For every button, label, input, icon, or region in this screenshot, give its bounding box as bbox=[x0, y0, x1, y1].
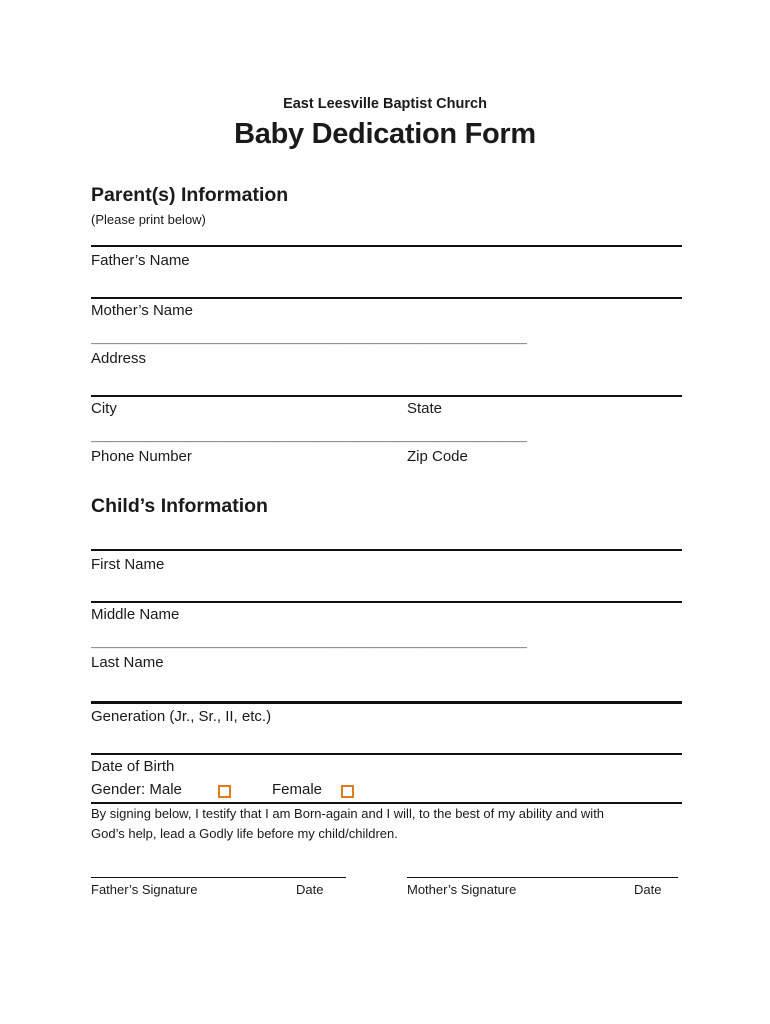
dob-label: Date of Birth bbox=[91, 758, 175, 775]
first-name-line bbox=[91, 549, 682, 551]
last-name-label: Last Name bbox=[91, 654, 164, 671]
address-underline: _________________________________________________________________ bbox=[91, 333, 527, 347]
gender-label: Gender: Male bbox=[91, 781, 182, 798]
zip-label: Zip Code bbox=[407, 448, 468, 465]
mother-name-input[interactable] bbox=[91, 272, 682, 296]
pledge-line-2: God’s help, lead a Godly life before my child/children. bbox=[91, 826, 398, 841]
father-signature-input[interactable] bbox=[91, 858, 346, 876]
city-state-line bbox=[91, 395, 682, 397]
father-name-line bbox=[91, 245, 682, 247]
child-section-heading: Child’s Information bbox=[91, 495, 268, 517]
form-title: Baby Dedication Form bbox=[234, 118, 536, 150]
mother-name-line bbox=[91, 297, 682, 299]
middle-name-line bbox=[91, 601, 682, 603]
mother-date-label: Date bbox=[634, 882, 662, 897]
generation-input[interactable] bbox=[91, 676, 682, 700]
city-state-input[interactable] bbox=[91, 370, 682, 394]
parents-section-heading: Parent(s) Information bbox=[91, 184, 289, 206]
female-label: Female bbox=[272, 781, 323, 798]
church-name: East Leesville Baptist Church bbox=[283, 96, 487, 112]
father-name-label: Father’s Name bbox=[91, 252, 190, 269]
mother-signature-line bbox=[407, 877, 678, 878]
state-label: State bbox=[407, 400, 443, 417]
father-signature-label: Father’s Signature bbox=[91, 882, 198, 897]
father-date-label: Date bbox=[296, 882, 324, 897]
dob-line bbox=[91, 753, 682, 755]
father-signature-line bbox=[91, 877, 346, 878]
phone-label: Phone Number bbox=[91, 448, 192, 465]
mother-signature-input[interactable] bbox=[407, 858, 678, 876]
mother-name-label: Mother’s Name bbox=[91, 302, 193, 319]
address-label: Address bbox=[91, 350, 147, 367]
dob-input[interactable] bbox=[91, 730, 682, 752]
pledge-line-1: By signing below, I testify that I am Born-again and I will, to the best of my ability and with bbox=[91, 806, 605, 821]
last-name-underline: _________________________________________________________________ bbox=[91, 637, 527, 651]
first-name-label: First Name bbox=[91, 556, 165, 573]
city-label: City bbox=[91, 400, 117, 417]
generation-label: Generation (Jr., Sr., II, etc.) bbox=[91, 708, 272, 725]
mother-signature-label: Mother’s Signature bbox=[407, 882, 517, 897]
generation-line bbox=[91, 701, 682, 704]
middle-name-input[interactable] bbox=[91, 576, 682, 600]
middle-name-label: Middle Name bbox=[91, 606, 180, 623]
father-name-input[interactable] bbox=[91, 222, 682, 244]
first-name-input[interactable] bbox=[91, 526, 682, 548]
print-instruction: (Please print below) bbox=[91, 212, 206, 227]
gender-line bbox=[91, 802, 682, 804]
phone-zip-underline: _________________________________________________________________ bbox=[91, 431, 527, 445]
female-checkbox[interactable] bbox=[341, 785, 354, 798]
male-checkbox[interactable] bbox=[218, 785, 231, 798]
